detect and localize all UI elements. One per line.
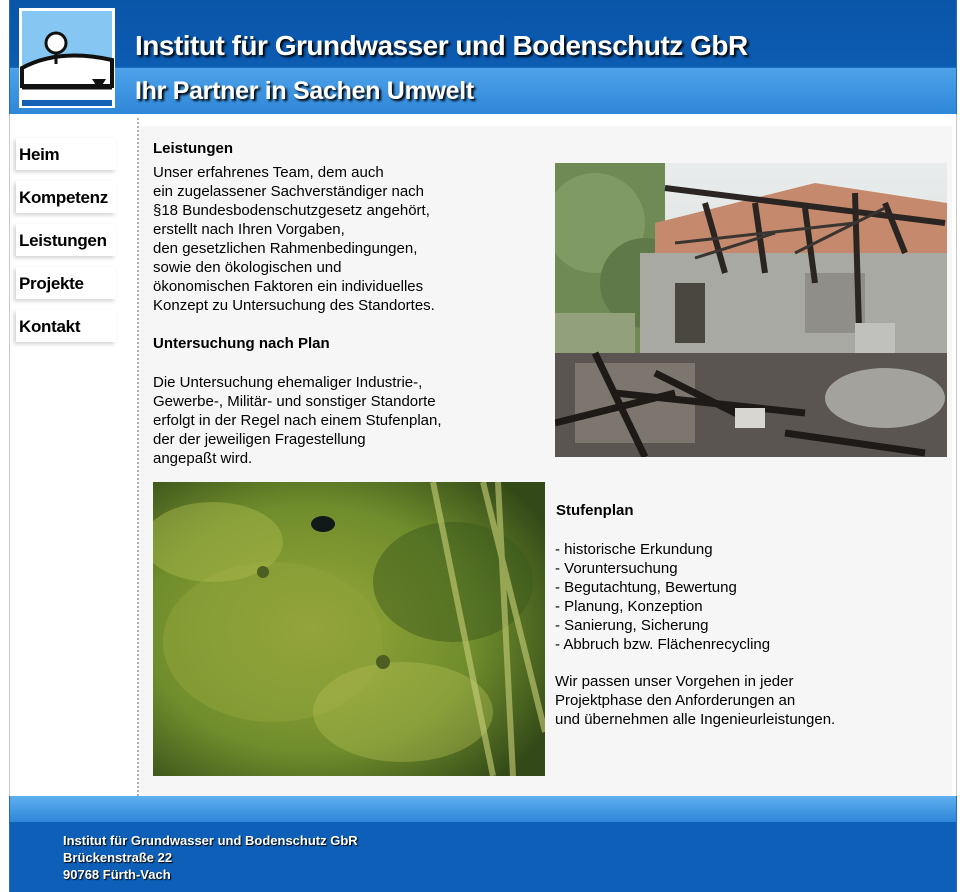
heading-stufenplan: Stufenplan xyxy=(556,502,634,519)
plan-line: Die Untersuchung ehemaliger Industrie-, xyxy=(153,374,423,391)
nav-item-kontakt[interactable]: Kontakt xyxy=(16,310,116,342)
list-item: - Abbruch bzw. Flächenrecycling xyxy=(555,636,771,653)
closing-line: Wir passen unser Vorgehen in jeder xyxy=(555,673,794,690)
site-title: Institut für Grundwasser und Bodenschutz GbR xyxy=(135,30,748,61)
plan-line: erfolgt in der Regel nach einem Stufenplan, xyxy=(153,412,442,429)
plan-line: Gewerbe-, Militär- und sonstiger Standorte xyxy=(153,393,436,410)
list-item: - Planung, Konzeption xyxy=(555,598,703,615)
nav-item-leistungen[interactable]: Leistungen xyxy=(16,224,116,256)
intro-line: Unser erfahrenes Team, dem auch xyxy=(153,164,384,181)
intro-line: den gesetzlichen Rahmenbedingungen, xyxy=(153,240,418,257)
nav-divider xyxy=(137,118,139,796)
nav-item-kompetenz[interactable]: Kompetenz xyxy=(16,181,116,213)
intro-line: Konzept zu Untersuchung des Standortes. xyxy=(153,297,435,314)
intro-line: erstellt nach Ihren Vorgaben, xyxy=(153,221,345,238)
list-item: - historische Erkundung xyxy=(555,541,713,558)
list-item: - Voruntersuchung xyxy=(555,560,678,577)
photo-algae-water xyxy=(153,482,545,776)
footer-city: 90768 Fürth-Vach xyxy=(63,867,171,882)
closing-line: und übernehmen alle Ingenieurleistungen. xyxy=(555,711,836,728)
heading-untersuchung: Untersuchung nach Plan xyxy=(153,335,330,352)
photo-burned-building xyxy=(555,163,947,457)
footer-address xyxy=(63,832,358,883)
list-item: - Sanierung, Sicherung xyxy=(555,617,709,634)
plan-text xyxy=(153,373,442,468)
intro-line: ökonomischen Faktoren ein individuelles xyxy=(153,278,424,295)
logo-icon[interactable] xyxy=(19,8,115,108)
steps-list xyxy=(555,540,770,654)
main-nav xyxy=(16,138,116,353)
page-footer xyxy=(9,796,957,892)
plan-line: der der jeweiligen Fragestellung xyxy=(153,431,366,448)
intro-line: §18 Bundesbodenschutzgesetz angehört, xyxy=(153,202,430,219)
heading-leistungen: Leistungen xyxy=(153,140,234,157)
list-item: - Begutachtung, Bewertung xyxy=(555,579,737,596)
closing-text xyxy=(555,672,835,729)
intro-text xyxy=(153,163,435,315)
nav-item-heim[interactable]: Heim xyxy=(16,138,116,170)
site-subtitle: Ihr Partner in Sachen Umwelt xyxy=(135,77,474,105)
footer-street: Brückenstraße 22 xyxy=(63,850,173,865)
closing-line: Projektphase den Anforderungen an xyxy=(555,692,796,709)
intro-line: sowie den ökologischen und xyxy=(153,259,342,276)
footer-company: Institut für Grundwasser und Bodenschutz GbR xyxy=(63,833,358,848)
intro-line: ein zugelassener Sachverständiger nach xyxy=(153,183,425,200)
footer-band xyxy=(10,796,956,822)
page-header xyxy=(9,0,957,114)
plan-line: angepaßt wird. xyxy=(153,450,253,467)
nav-item-projekte[interactable]: Projekte xyxy=(16,267,116,299)
